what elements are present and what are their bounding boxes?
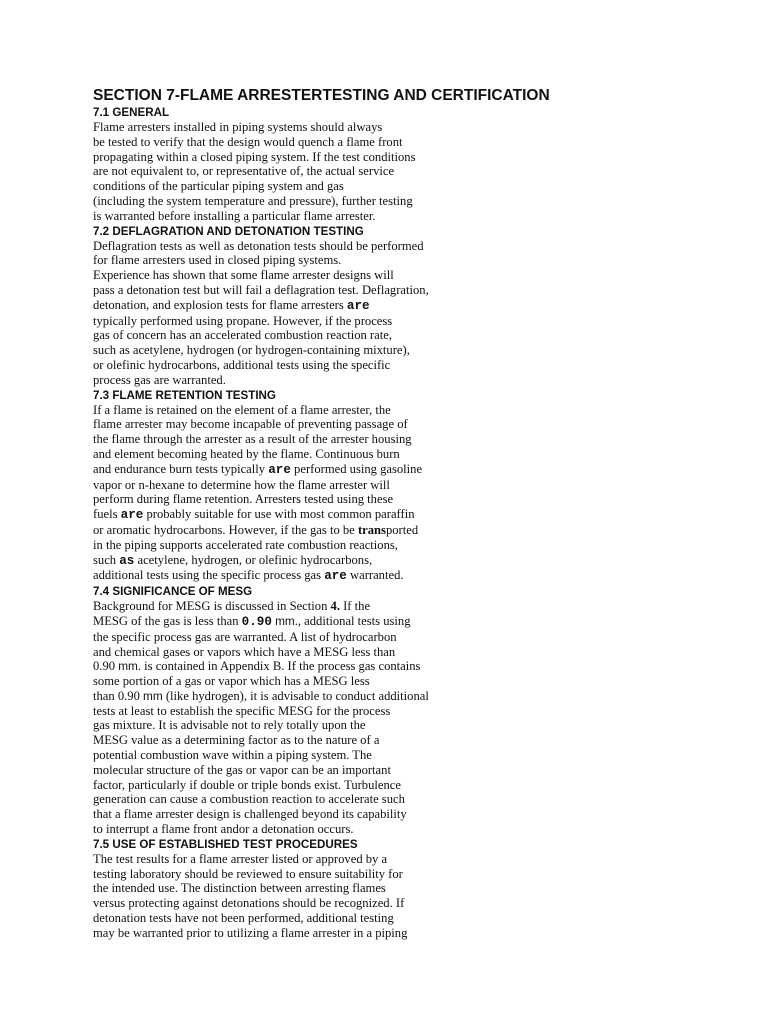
- text-line: [93, 822, 563, 837]
- text-run: generation can cause a combustion reaction to accelerate such: [93, 792, 405, 807]
- text-run: additional tests using the specific process gas: [93, 568, 325, 583]
- text-line: [93, 314, 563, 329]
- text-run: than 0.90: [93, 688, 144, 703]
- text-run: Background for MESG is discussed in Section: [93, 599, 331, 614]
- text-line: [93, 538, 563, 553]
- text-run: factor, particularly if double or triple bonds exist. Turbulence: [93, 777, 401, 792]
- text-line: [93, 763, 563, 778]
- text-line: [93, 432, 563, 447]
- text-run: typically performed using propane. However, if the process: [93, 313, 393, 328]
- styled-text-run: are: [346, 298, 370, 313]
- text-line: [93, 417, 563, 432]
- text-line: [93, 179, 563, 194]
- text-run: If a flame is retained on the element of a flame arrester, the: [93, 402, 391, 417]
- text-run: Flame arresters installed in piping systems should always: [93, 120, 383, 134]
- text-line: [93, 253, 563, 268]
- text-run: may be warranted prior to utilizing a flame arrester in a piping: [93, 925, 408, 940]
- text-line: [93, 881, 563, 896]
- text-line: [93, 523, 563, 538]
- text-run: conditions of the particular piping system and gas: [93, 179, 344, 194]
- text-line: [93, 298, 563, 314]
- subsection-heading: 7.3 FLAME RETENTION TESTING: [93, 388, 276, 402]
- text-line: [93, 507, 563, 523]
- text-line: [93, 283, 563, 298]
- text-line: [93, 447, 563, 462]
- text-line: [93, 135, 563, 150]
- styled-text-run: mm: [275, 613, 295, 628]
- text-run: flame arrester may become incapable of preventing passage of: [93, 417, 408, 432]
- text-line: [93, 926, 563, 941]
- text-run: If the: [339, 599, 371, 614]
- text-run: The test results for a flame arrester listed or approved by a: [93, 851, 388, 866]
- text-run: the flame through the arrester as a result of the arrester housing: [93, 432, 412, 447]
- text-line: [93, 614, 563, 630]
- text-run: the intended use. The distinction between arresting flames: [93, 881, 386, 896]
- text-run: molecular structure of the gas or vapor can be an important: [93, 762, 391, 777]
- text-run: in the piping supports accelerated rate combustion reactions,: [93, 537, 398, 552]
- text-run: perform during flame retention. Arresters tested using these: [93, 492, 394, 507]
- text-run: detonation tests have not been performed, additional testing: [93, 911, 394, 926]
- styled-text-run: 4.: [330, 599, 340, 614]
- styled-text-run: as: [119, 553, 135, 568]
- subsection-heading: 7.5 USE OF ESTABLISHED TEST PROCEDURES: [93, 837, 358, 851]
- text-run: and endurance burn tests typically: [93, 461, 269, 476]
- text-line: [93, 704, 563, 719]
- text-line: [93, 403, 563, 418]
- subsection-heading: 7.4 SIGNIFICANCE OF MESG: [93, 585, 253, 599]
- styled-text-run: are: [120, 508, 144, 523]
- text-line: [93, 792, 563, 807]
- text-run: or aromatic hydrocarbons. However, if the gas to be: [93, 522, 358, 537]
- text-line: [93, 748, 563, 763]
- text-run: pass a detonation test but will fail a deflagration test. Deflagration,: [93, 282, 429, 297]
- styled-text-run: trans: [357, 522, 386, 537]
- text-line: [93, 164, 563, 179]
- text-line: [93, 328, 563, 343]
- text-run: acetylene, hydrogen, or olefinic hydrocarbons,: [134, 552, 373, 567]
- text-line: [93, 630, 563, 645]
- text-run: the specific process gas are warranted. A list of hydrocarbon: [93, 629, 397, 644]
- text-run: Experience has shown that some flame arrester designs will: [93, 268, 394, 283]
- text-run: (including the system temperature and pressure), further testing: [93, 193, 413, 208]
- text-line: [93, 462, 563, 478]
- text-run: tests at least to establish the specific MESG for the process: [93, 703, 391, 718]
- text-run: such as acetylene, hydrogen (or hydrogen-containing mixture),: [93, 343, 410, 358]
- text-run: 0.90: [93, 659, 119, 674]
- text-line: [93, 718, 563, 733]
- styled-text-run: are: [268, 462, 291, 477]
- text-run: warranted.: [346, 568, 404, 583]
- text-run: probably suitable for use with most common paraffin: [143, 507, 415, 522]
- text-line: [93, 343, 563, 358]
- text-run: be tested to verify that the design would quench a flame front: [93, 134, 403, 149]
- text-run: potential combustion wave within a piping system. The: [93, 748, 372, 763]
- text-line: [93, 599, 563, 614]
- styled-text-run: 0.90: [241, 614, 272, 629]
- subsection-heading: 7.1 GENERAL: [93, 106, 170, 119]
- text-run: detonation, and explosion tests for flame arresters: [93, 297, 347, 312]
- text-line: [93, 733, 563, 748]
- text-line: [93, 689, 563, 704]
- text-run: are not equivalent to, or representative of, the actual service: [93, 164, 395, 179]
- text-line: [93, 645, 563, 660]
- styled-text-run: are: [324, 569, 347, 584]
- text-run: ported: [385, 522, 419, 537]
- text-line: [93, 896, 563, 911]
- text-line: [93, 120, 563, 135]
- text-run: MESG of the gas is less than: [93, 613, 242, 628]
- text-line: [93, 373, 563, 388]
- text-line: [93, 674, 563, 689]
- text-line: [93, 659, 563, 674]
- text-run: to interrupt a flame front andor a detonation occurs.: [93, 822, 354, 837]
- text-line: [93, 150, 563, 165]
- text-run: process gas are warranted.: [93, 372, 226, 387]
- text-run: MESG value as a determining factor as to the nature of a: [93, 733, 380, 748]
- text-line: [93, 867, 563, 882]
- text-run: or olefinic hydrocarbons, additional tests using the specific: [93, 357, 391, 372]
- text-run: fuels: [93, 507, 121, 522]
- text-line: [93, 209, 563, 224]
- text-run: for flame arresters used in closed piping systems.: [93, 253, 342, 268]
- text-run: some portion of a gas or vapor which has a MESG less: [93, 674, 370, 689]
- section-title: SECTION 7-FLAME ARRESTERTESTING AND CERTIFICATION: [93, 87, 550, 104]
- text-run: ., additional tests using: [294, 613, 411, 628]
- text-run: is warranted before installing a particular flame arrester.: [93, 208, 376, 223]
- text-line: [93, 239, 563, 254]
- styled-text-run: mm: [143, 688, 163, 703]
- text-line: [93, 568, 563, 584]
- text-line: [93, 492, 563, 507]
- subsection-heading: 7.2 DEFLAGRATION AND DETONATION TESTING: [93, 224, 364, 238]
- text-line: [93, 807, 563, 822]
- document-page: [93, 86, 563, 941]
- text-line: [93, 358, 563, 373]
- text-line: [93, 778, 563, 793]
- text-run: (like hydrogen), it is advisable to conduct additional: [162, 688, 429, 703]
- text-run: performed using gasoline: [290, 461, 423, 476]
- text-line: [93, 194, 563, 209]
- text-run: gas of concern has an accelerated combustion reaction rate,: [93, 328, 392, 343]
- text-run: such: [93, 552, 120, 567]
- text-run: propagating within a closed piping system. If the test conditions: [93, 149, 416, 164]
- text-line: [93, 553, 563, 569]
- text-run: . is contained in Appendix B. If the process gas contains: [137, 659, 421, 674]
- text-run: versus protecting against detonations should be recognized. If: [93, 896, 405, 911]
- text-line: [93, 268, 563, 283]
- text-run: testing laboratory should be reviewed to ensure suitability for: [93, 866, 403, 881]
- text-run: and element becoming heated by the flame. Continuous burn: [93, 446, 400, 461]
- text-run: and chemical gases or vapors which have a MESG less than: [93, 644, 396, 659]
- text-line: [93, 911, 563, 926]
- text-run: vapor or n-hexane to determine how the flame arrester will: [93, 477, 390, 492]
- text-line: [93, 478, 563, 493]
- text-run: that a flame arrester design is challenged beyond its capability: [93, 807, 407, 822]
- text-run: gas mixture. It is advisable not to rely totally upon the: [93, 718, 366, 733]
- document-body: [93, 105, 563, 941]
- text-line: [93, 852, 563, 867]
- styled-text-run: mm: [118, 659, 138, 674]
- text-run: Deflagration tests as well as detonation tests should be performed: [93, 238, 424, 253]
